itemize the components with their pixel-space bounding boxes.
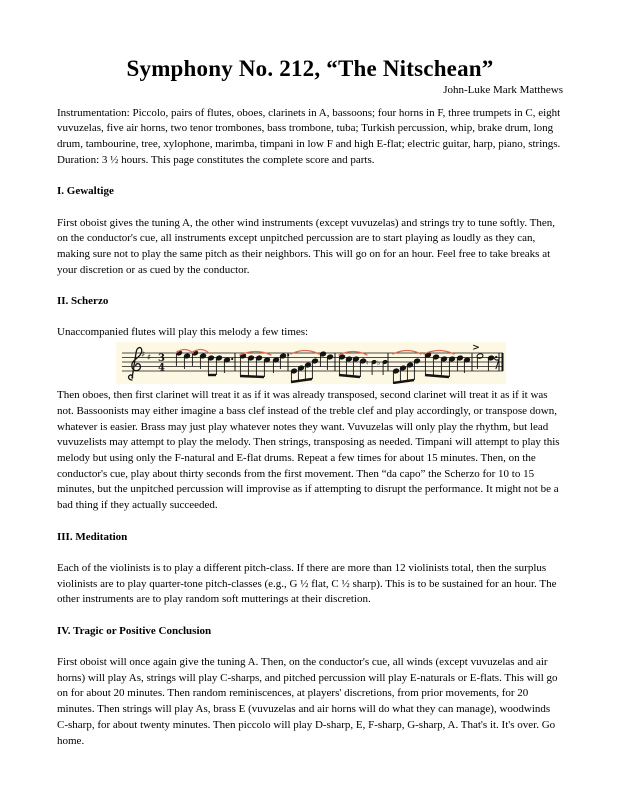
svg-text:♯: ♯ (141, 350, 146, 361)
conclusion-paragraph: First oboist will once again give the tuning A. Then, on the conductor's cue, all winds (except vuvuzelas and air horns) will play As, strings will play C-sharps, and pitched percussion will play E-naturals or E-flats. This will go on for about 20 minutes. Then random reminiscences, at players' discretions, from prior movements, for 20 minutes. Then strings will play As, brass E (vuvuzelas and air horns will do what they can manage), woodwinds C-sharp, for about twenty minutes. Then piccolo will play D-sharp, E, F-sharp, G-sharp, A. That's it. It's over. Go home. (57, 656, 558, 747)
svg-text:♭: ♭ (377, 358, 381, 367)
scherzo-intro-paragraph: Unaccompanied flutes will play this melody a few times: (57, 326, 309, 339)
melody-notation-image (116, 342, 506, 384)
scherzo-paragraph: Then oboes, then first clarinet will treat it as if it was already transposed, second clarinet will treat it as if it was not. Bassoonists may either imagine a bass clef instead of the treble clef and play accordingly, or transpose down, whatever is easier. Brass may just play whatever notes they want. Vuvuzelas will only play the rhythm, but lead vuvuzelists may attempt to play the melody. Then strings, transposing as needed. Timpani will attempt to play this melody but using only the F-natural and E-flat drums. Repeat a few times for about 15 minutes. Then, on the conductor's cue, play about thirty seconds from the first movement. Then “da capo” the Scherzo for 10 to 15 minutes, but the unpitched percussion will improvise as if attempting to disrupt the performance. It might not be a bad thing if they actually succeeded. (57, 389, 560, 512)
music-staff-graphic (116, 342, 506, 384)
gewaltige-paragraph: First oboist gives the tuning A, the other wind instruments (except vuvuzelas) and strings try to tune softly. Then, on the conductor's cue, all instruments except unpitched percussion are to start playing as loudly as they can, making sure not to play the same pitch as their neighbors. This will go on for an hour. Feel free to take breaks at your discretion or as cued by the conductor. (57, 216, 555, 276)
svg-text:>: > (472, 343, 480, 354)
svg-text:♮: ♮ (366, 358, 369, 367)
author-byline: John-Luke Mark Matthews (443, 84, 563, 96)
section-heading-gewaltige: I. Gewaltige (57, 185, 114, 198)
svg-text:4: 4 (158, 362, 165, 374)
svg-text:♯: ♯ (147, 353, 152, 364)
instrumentation-paragraph: Instrumentation: Piccolo, pairs of flutes, oboes, clarinets in A, bassoons; four horns in F, three trumpets in C, eight vuvuzelas, five air horns, two tenor trombones, bass trombone, tuba; Turkish percussion, whip, brake drum, long drum, tambourine, tree, xylophone, marimba, timpani in low F and high E-flat; electric guitar, harp, piano, strings. Duration: 3 ½ hours. This page constitutes the complete score and parts. (57, 106, 561, 166)
svg-text:3: 3 (158, 353, 165, 365)
section-heading-scherzo: II. Scherzo (57, 295, 109, 308)
section-heading-meditation: III. Meditation (57, 530, 128, 543)
section-heading-conclusion: IV. Tragic or Positive Conclusion (57, 624, 212, 637)
document-title: Symphony No. 212, “The Nitschean” (126, 56, 494, 81)
meditation-paragraph: Each of the violinists is to play a different pitch-class. If there are more than 12 violinists total, then the surplus violinists are to play quarter-tone pitch-classes (e.g., G ½ flat, C ½ sharp). This is to be sustained for an hour. The other instruments are to play random soft mutterings at their discretion. (57, 561, 557, 606)
